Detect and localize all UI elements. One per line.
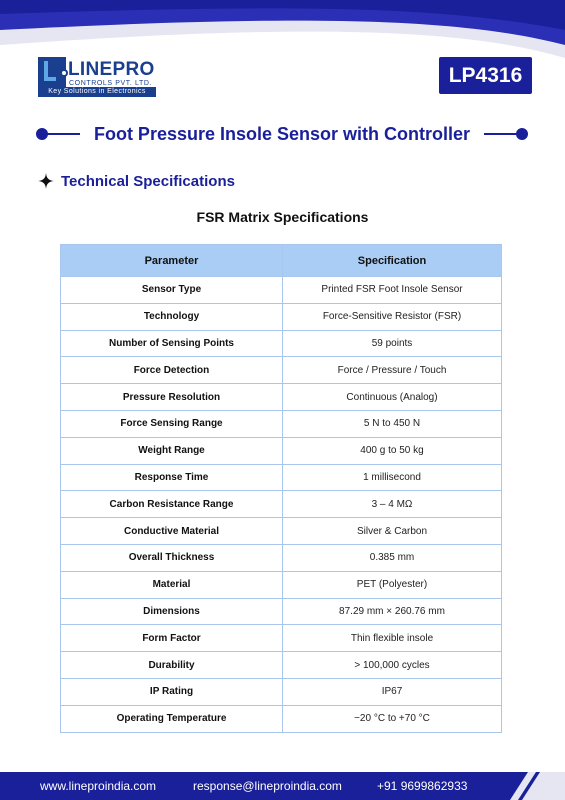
spec-table (60, 244, 502, 733)
table-header-row (61, 245, 502, 277)
specification-cell: 1 millisecond (283, 464, 502, 491)
column-header-specification: Specification (283, 245, 502, 277)
specification-cell: IP67 (283, 678, 502, 705)
specification-cell: Printed FSR Foot Insole Sensor (283, 277, 502, 304)
parameter-cell: Operating Temperature (61, 705, 283, 732)
specification-cell: Silver & Carbon (283, 518, 502, 545)
parameter-cell: Technology (61, 303, 283, 330)
parameter-cell: Material (61, 571, 283, 598)
specification-cell: 59 points (283, 330, 502, 357)
logo-subtitle: CONTROLS PVT. LTD. (69, 80, 153, 87)
parameter-cell: Weight Range (61, 437, 283, 464)
parameter-cell: Pressure Resolution (61, 384, 283, 411)
footer (0, 772, 565, 800)
sparkle-icon (38, 173, 54, 189)
table-title: FSR Matrix Specifications (196, 209, 369, 225)
parameter-cell: Form Factor (61, 625, 283, 652)
specification-cell: PET (Polyester) (283, 571, 502, 598)
parameter-cell: Sensor Type (61, 277, 283, 304)
table-row (61, 410, 502, 437)
specification-cell: 3 – 4 MΩ (283, 491, 502, 518)
table-row (61, 303, 502, 330)
title-ornament-right (516, 128, 528, 140)
parameter-cell: Force Sensing Range (61, 410, 283, 437)
parameter-cell: Conductive Material (61, 518, 283, 545)
table-row (61, 464, 502, 491)
logo-tagline: Key Solutions in Electronics (38, 87, 156, 97)
specification-cell: Force / Pressure / Touch (283, 357, 502, 384)
parameter-cell: Response Time (61, 464, 283, 491)
title-ornament-left (36, 128, 48, 140)
parameter-cell: Durability (61, 652, 283, 679)
specification-cell: 5 N to 450 N (283, 410, 502, 437)
specification-cell: 400 g to 50 kg (283, 437, 502, 464)
parameter-cell: Force Detection (61, 357, 283, 384)
parameter-cell: Dimensions (61, 598, 283, 625)
model-badge: LP4316 (439, 57, 532, 94)
footer-website-link[interactable]: www.lineproindia.com (40, 779, 157, 793)
table-row (61, 705, 502, 732)
table-row (61, 625, 502, 652)
specification-cell: 87.29 mm × 260.76 mm (283, 598, 502, 625)
company-logo (38, 57, 156, 97)
spec-table-body (61, 277, 502, 733)
table-row (61, 384, 502, 411)
table-row (61, 598, 502, 625)
table-row (61, 437, 502, 464)
parameter-cell: IP Rating (61, 678, 283, 705)
table-row (61, 544, 502, 571)
footer-email-link[interactable]: response@lineproindia.com (193, 779, 342, 793)
table-row (61, 277, 502, 304)
table-row (61, 330, 502, 357)
specification-cell: 0.385 mm (283, 544, 502, 571)
page-title: Foot Pressure Insole Sensor with Controller (93, 124, 471, 144)
specification-cell: −20 °C to +70 °C (283, 705, 502, 732)
title-row (36, 122, 528, 146)
table-row (61, 518, 502, 545)
table-row (61, 678, 502, 705)
footer-phone: +91 9699862933 (377, 779, 468, 793)
parameter-cell: Overall Thickness (61, 544, 283, 571)
table-row (61, 652, 502, 679)
logo-dot-icon (60, 69, 68, 77)
specification-cell: Thin flexible insole (283, 625, 502, 652)
table-row (61, 357, 502, 384)
logo-name: LINEPRO (68, 59, 155, 80)
table-row (61, 571, 502, 598)
header-swoosh (0, 0, 565, 60)
specification-cell: > 100,000 cycles (283, 652, 502, 679)
specification-cell: Continuous (Analog) (283, 384, 502, 411)
section-title: Technical Specifications (61, 173, 235, 190)
column-header-parameter: Parameter (61, 245, 283, 277)
specification-cell: Force-Sensitive Resistor (FSR) (283, 303, 502, 330)
parameter-cell: Number of Sensing Points (61, 330, 283, 357)
table-row (61, 491, 502, 518)
parameter-cell: Carbon Resistance Range (61, 491, 283, 518)
